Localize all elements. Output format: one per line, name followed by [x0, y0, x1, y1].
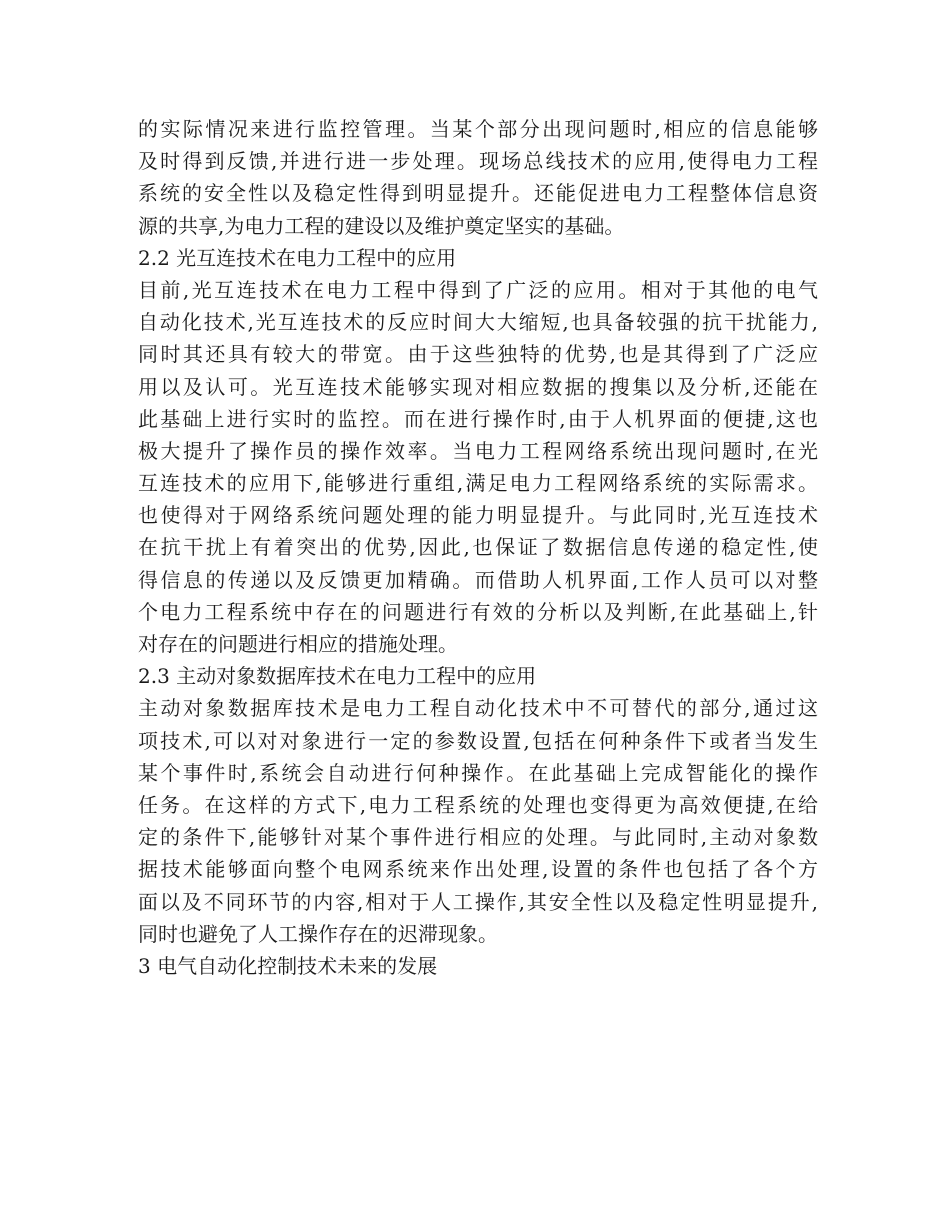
paragraph-line: 任务。在这样的方式下,电力工程系统的处理也变得更为高效便捷,在给 — [138, 792, 818, 817]
paragraph-line: 互连技术的应用下,能够进行重组,满足电力工程网络系统的实际需求。 — [138, 471, 818, 496]
document-body — [138, 113, 818, 982]
paragraph-line: 及时得到反馈,并进行进一步处理。现场总线技术的应用,使得电力工程 — [138, 149, 818, 174]
paragraph-line: 也使得对于网络系统问题处理的能力明显提升。与此同时,光互连技术 — [138, 503, 818, 528]
paragraph-line: 用以及认可。光互连技术能够实现对相应数据的搜集以及分析,还能在 — [138, 374, 818, 399]
paragraph-line: 对存在的问题进行相应的措施处理。 — [138, 632, 458, 656]
paragraph-line: 据技术能够面向整个电网系统来作出处理,设置的条件也包括了各个方 — [138, 857, 818, 882]
paragraph-line: 某个事件时,系统会自动进行何种操作。在此基础上完成智能化的操作 — [138, 760, 818, 785]
paragraph-line: 源的共享,为电力工程的建设以及维护奠定坚实的基础。 — [138, 213, 625, 238]
paragraph-line: 极大提升了操作员的操作效率。当电力工程网络系统出现问题时,在光 — [138, 438, 818, 463]
paragraph-line: 自动化技术,光互连技术的反应时间大大缩短,也具备较强的抗干扰能力, — [138, 310, 818, 335]
paragraph-line: 个电力工程系统中存在的问题进行有效的分析以及判断,在此基础上,针 — [138, 599, 818, 624]
section-heading-3: 3 电气自动化控制技术未来的发展 — [138, 953, 438, 978]
section-heading-2-2: 2.2 光互连技术在电力工程中的应用 — [138, 245, 457, 270]
paragraph-line: 同时其还具有较大的带宽。由于这些独特的优势,也是其得到了广泛应 — [138, 342, 818, 367]
paragraph-line: 系统的安全性以及稳定性得到明显提升。还能促进电力工程整体信息资 — [138, 181, 818, 206]
paragraph-line: 在抗干扰上有着突出的优势,因此,也保证了数据信息传递的稳定性,使 — [138, 535, 818, 560]
paragraph-line: 主动对象数据库技术是电力工程自动化技术中不可替代的部分,通过这 — [138, 696, 818, 721]
paragraph-line: 得信息的传递以及反馈更加精确。而借助人机界面,工作人员可以对整 — [138, 567, 818, 592]
section-heading-2-3: 2.3 主动对象数据库技术在电力工程中的应用 — [138, 664, 537, 689]
paragraph-line: 同时也避免了人工操作存在的迟滞现象。 — [138, 921, 498, 946]
paragraph-line: 项技术,可以对对象进行一定的参数设置,包括在何种条件下或者当发生 — [138, 728, 818, 753]
paragraph-line: 的实际情况来进行监控管理。当某个部分出现问题时,相应的信息能够 — [138, 117, 818, 141]
paragraph-line: 此基础上进行实时的监控。而在进行操作时,由于人机界面的便捷,这也 — [138, 406, 818, 431]
paragraph-line: 面以及不同环节的内容,相对于人工操作,其安全性以及稳定性明显提升, — [138, 889, 818, 914]
paragraph-line: 定的条件下,能够针对某个事件进行相应的处理。与此同时,主动对象数 — [138, 825, 818, 850]
paragraph-line: 目前,光互连技术在电力工程中得到了广泛的应用。相对于其他的电气 — [138, 277, 818, 302]
